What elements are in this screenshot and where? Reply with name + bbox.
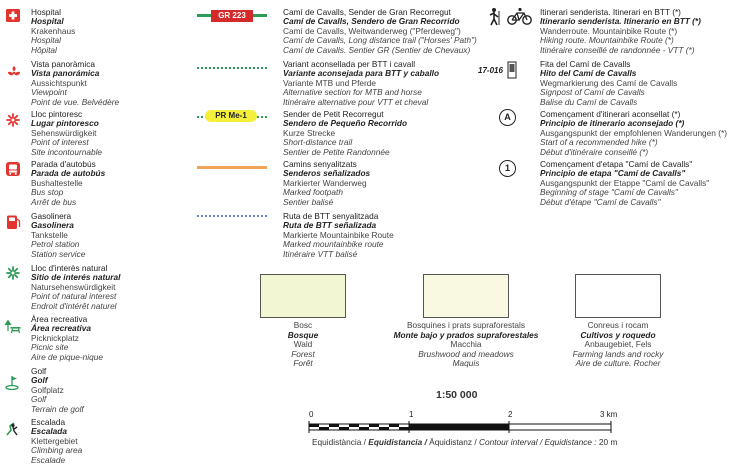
label-es: Camí de Cavalls, Sendero de Gran Recorrido [283,16,460,27]
label-de: Markierte Mountainbike Route [283,229,394,240]
scrub-label [391,321,541,369]
label-fr: Sentier balisé [283,196,334,207]
label-en: Marked mountainbike route [283,239,384,250]
label-en: Climbing area [31,445,83,456]
scale-tick-0: 0 [309,410,314,419]
label-en: Hospital [31,35,61,46]
label-en: Forest [291,348,315,359]
label-fr: Début d'itinéraire conseillé (*) [540,146,649,157]
label-en: Golf [31,394,47,405]
contour-en: Contour interval [478,437,538,447]
label-en: Picnic site [31,342,69,353]
label-es: Vista panorámica [31,68,100,79]
hiking-mtb-icon [488,7,536,27]
label-es: Principio de etapa "Camí de Cavalls" [540,168,686,179]
scale-tick-2: 2 [508,410,513,419]
legend-entry-btt-route [283,212,394,259]
label-en: Alternative section for MTB and horse [283,87,422,98]
legend-entry-bus-stop [31,160,105,207]
label-fr: Itinéraire alternative pour VTT et cheval [283,96,429,107]
forest-swatch [260,274,346,318]
label-en: Point of interest [31,137,89,148]
label-de: Golfplatz [31,384,64,395]
label-ca: Camins senyalitzats [283,159,357,169]
label-de: Kurze Strecke [283,127,336,138]
legend-entry-climbing [31,418,82,465]
label-en: Hiking route. Mountainbike Route (*) [540,35,674,46]
label-ca: Lloc d'interès natural [31,263,108,273]
label-de: Klettergebiet [31,435,78,446]
label-fr: Maquis [452,358,480,369]
label-ca: Gasolinera [31,211,72,221]
label-es: Principio de itinerario aconsejado (*) [540,118,685,129]
label-ca: Vista panoràmica [31,59,95,69]
label-de: Tankstelle [31,229,68,240]
label-en: Brushwood and meadows [418,348,514,359]
picturesque-icon [5,112,23,128]
label-es: Ruta de BTT señalizada [283,220,377,231]
scale-title: 1:50 000 [436,389,478,401]
label-de: Picknickplatz [31,332,79,343]
label-en: Signpost of Camí de Cavalls [540,87,645,98]
label-fr: Camí de Cavalls. Sentier GR (Sentier de Chevaux) [283,44,471,55]
label-de: Krakenhaus [31,25,76,36]
scale-tick-1: 1 [409,410,414,419]
scrub-swatch [423,274,509,318]
btt-route-line [197,215,267,217]
label-de: Bushaltestelle [31,177,83,188]
label-fr: Balise du Camí de Cavalls [540,96,638,107]
label-fr: Sentier de Petite Randonnée [283,146,390,157]
label-en: Start of a recommended hike (*) [540,137,658,148]
label-ca: Variant aconsellada per BTT i cavall [283,59,416,69]
legend-entry-variant [283,60,439,107]
label-fr: Escalade [31,454,66,465]
label-ca: Conreus i rocam [587,320,649,330]
label-en: Short-distance trail [283,137,353,148]
legend-entry-gas-station [31,212,85,259]
scale-bar [308,421,620,433]
scale-tick-3: 3 km [600,410,618,419]
label-de: Anbaugebiet, Fels [584,339,652,350]
legend-entry-milestone [540,60,677,107]
label-ca: Parada d'autobús [31,159,96,169]
natural-interest-icon [5,265,23,281]
label-es: Sitio de interés natural [31,272,121,283]
contour-interval [312,437,617,447]
label-ca: Hospital [31,7,61,17]
label-ca: Fita del Camí de Cavalls [540,59,631,69]
legend-entry-hospital [31,8,75,55]
label-en: Marked footpath [283,187,343,198]
label-de: Wegmarkierung des Camí de Cavalls [540,77,678,88]
label-fr: Terrain de golf [31,403,84,414]
label-en: Camí de Cavalls, Long distance trail ("Horses' Path") [283,35,477,46]
label-fr: Itinéraire VTT balisé [283,248,358,259]
label-es: Sendero de Pequeño Recorrido [283,118,408,129]
start-hike-icon: A [499,109,516,126]
label-fr: Aire de culture. Rocher [575,358,661,369]
crops-swatch [575,274,661,318]
label-fr: Aire de pique-nique [31,351,103,362]
legend-entry-viewpoint [31,60,119,107]
label-es: Parada de autobús [31,168,106,179]
label-es: Bosque [287,329,319,340]
milestone-code: 17-016 [478,66,503,75]
legend-entry-golf [31,367,84,414]
label-fr: Site incontournable [31,146,103,157]
label-de: Macchia [450,339,482,350]
legend-entry-hiking [540,8,701,55]
legend-entry-recreation [31,315,103,362]
forest-label [228,321,378,369]
label-en: Beginning of stage "Camí de Cavalls" [540,187,678,198]
legend-entry-picturesque [31,110,102,157]
label-de: Camí de Cavalls, Weitwanderweg ("Pferdeweg") [283,25,461,36]
label-ca: Bosquines i prats supraforestals [406,320,526,330]
label-de: Markierter Wanderweg [283,177,367,188]
label-ca: Golf [31,366,47,376]
label-fr: Itinéraire conseillé de randonnée - VTT (*) [540,44,695,55]
contour-fr: / Equidistance : [539,437,597,447]
contour-es: Equidistancia / [368,437,427,447]
viewpoint-icon [5,64,23,80]
label-es: Variante aconsejada para BTT y caballo [283,68,440,79]
label-de: Sehenswürdigkeit [31,127,97,138]
label-de: Ausgangspunkt der Etappe "Camí de Cavalls" [540,177,710,188]
label-es: Cultivos y roquedo [580,329,656,340]
label-de: Natursehenswürdigkeit [31,281,116,292]
legend-entry-stage-start [540,160,709,207]
label-ca: Sender de Petit Recorregut [283,109,384,119]
label-de: Ausgangspunkt der empfohlenen Wanderungen (*) [540,127,727,138]
label-fr: Début d'étape "Camí de Cavalls" [540,196,661,207]
marked-path-line [197,166,267,169]
label-fr: Hôpital [31,44,57,55]
label-ca: Lloc pintoresc [31,109,83,119]
label-es: Escalada [31,426,67,437]
contour-de: Äquidistanz / [429,437,477,447]
hospital-icon [5,8,23,24]
label-es: Gasolinera [31,220,74,231]
label-ca: Ruta de BTT senyalitzada [283,211,379,221]
label-fr: Arrêt de bus [31,196,77,207]
label-es: Senderos señalizados [283,168,371,179]
label-ca: Itinerari senderista. Itinerari en BTT (*) [540,7,681,17]
label-fr: Forêt [293,358,313,369]
gas-station-icon [5,214,23,230]
label-es: Monte bajo y prados supraforestales [393,329,539,340]
label-en: Farming lands and rocky [572,348,664,359]
label-en: Viewpoint [31,87,67,98]
label-es: Área recreativa [31,323,91,334]
label-de: Aussichtspunkt [31,77,87,88]
label-de: Wanderroute. Mountainbike Route (*) [540,25,678,36]
label-ca: Començament d'etapa "Camí de Cavalls" [540,159,693,169]
label-ca: Camí de Cavalls, Sender de Gran Recorregut [283,7,451,17]
label-fr: Endroit d'intérêt naturel [31,300,117,311]
legend-entry-pr-trail [283,110,407,157]
climbing-icon [5,421,23,437]
pr-trail-badge: PR Me-1 [205,110,257,122]
gr-trail-badge: GR 223 [211,10,253,22]
variant-trail-line [197,67,267,69]
legend-entry-gr-trail [283,8,477,55]
label-es: Lugar pintoresco [31,118,99,129]
bus-stop-icon [5,161,23,177]
label-es: Hito del Camí de Cavalls [540,68,637,79]
milestone-icon [505,60,519,80]
label-de: Wald [293,339,313,350]
label-en: Petrol station [31,239,80,250]
legend-entry-marked-path [283,160,370,207]
label-ca: Escalada [31,417,66,427]
label-en: Bus stop [31,187,64,198]
label-es: Itinerario senderista. Itinerario en BTT (*) [540,16,701,27]
label-ca: Començament d'itinerari aconsellat (*) [540,109,681,119]
label-ca: Àrea recreativa [31,314,88,324]
label-de: Variante MTB und Pferde [283,77,377,88]
contour-ca: Equidistància / [312,437,366,447]
stage-start-icon: 1 [499,160,516,177]
label-fr: Station service [31,248,86,259]
golf-icon [5,375,23,391]
label-es: Hospital [31,16,64,27]
label-fr: Point de vue. Belvédère [31,96,120,107]
label-en: Point of natural interest [31,291,117,302]
label-es: Golf [31,375,48,386]
label-ca: Bosc [293,320,313,330]
crops-label [543,321,693,369]
legend-entry-natural-interest [31,264,120,311]
recreation-area-icon [4,318,22,334]
legend-entry-start-hike [540,110,727,157]
contour-value: 20 m [598,437,618,447]
